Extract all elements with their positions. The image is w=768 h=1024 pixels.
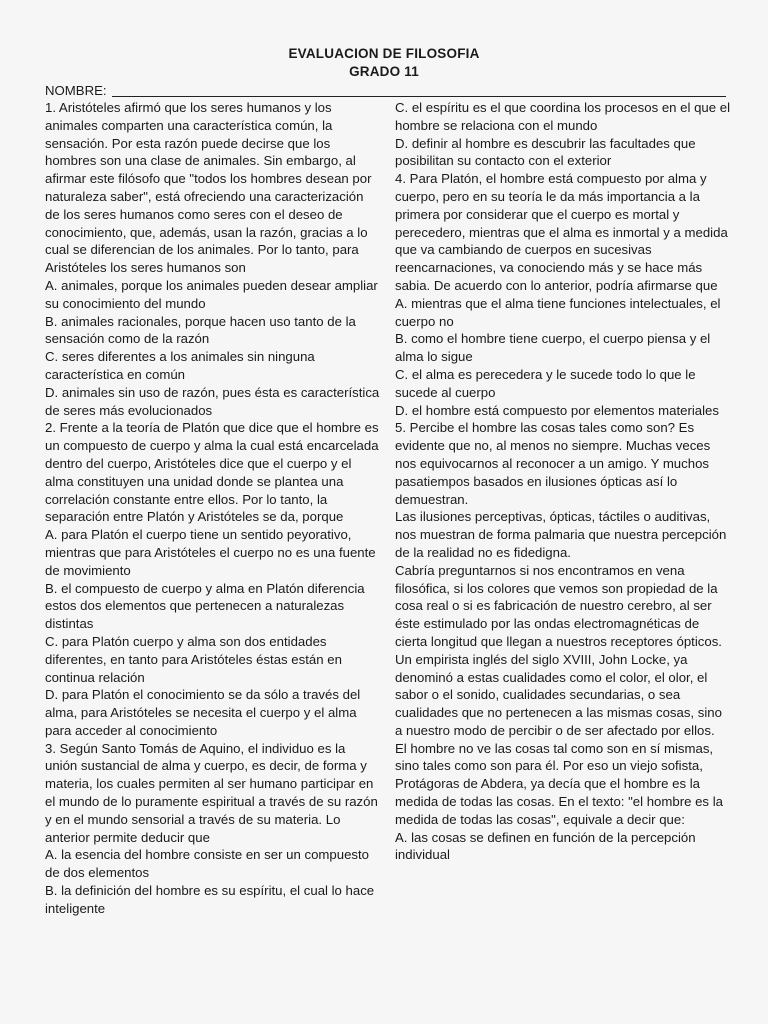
right-column: [395, 99, 730, 864]
paragraph: C. el espíritu es el que coordina los procesos en el que el hombre se relaciona con el mundo: [395, 100, 731, 133]
name-blank-line: [112, 96, 726, 97]
paragraph: B. como el hombre tiene cuerpo, el cuerpo piensa y el alma lo sigue: [395, 331, 711, 365]
paragraph: C. seres diferentes a los animales sin ninguna característica en común: [45, 349, 315, 382]
left-column: [45, 99, 380, 918]
paragraph: 3. Según Santo Tomás de Aquino, el individuo es la unión sustancial de alma y cuerpo, es decir, de forma y materia, los cuales permiten al ser humano participar en el mundo de lo puramente espiritual a través de su razón y en el mundo sensorial a través de su materia. Lo anterior permite deducir que: [45, 740, 378, 845]
paragraph: 2. Frente a la teoría de Platón que dice que el hombre es un compuesto de cuerpo y alma la cual está encarcelada dentro del cuerpo, Aristóteles dice que el cuerpo y el alma constituyen una unidad donde se plantea una correlación constante entre ellos. Por lo tanto, la separación entre Platón y Aristóteles se da, porque: [45, 420, 379, 525]
paragraph: A. la esencia del hombre consiste en ser un compuesto de dos elementos: [45, 847, 370, 881]
paragraph: D. definir al hombre es descubrir las facultades que posibilitan su contacto con el exterior: [395, 135, 696, 169]
paragraph: D. el hombre está compuesto por elementos materiales: [395, 402, 719, 418]
name-label: NOMBRE:: [45, 83, 107, 98]
paragraph: Un empirista inglés del siglo XVIII, John Locke, ya denominó a estas cualidades como el color, el olor, el sabor o el sonido, cualidades secundarias, o sea cualidades que no pertenecen a las mismas cosas, sino a nuestro modo de percibir o de ser afectado por ellos.: [395, 651, 722, 738]
paragraph: 4. Para Platón, el hombre está compuesto por alma y cuerpo, pero en su teoría le da más importancia a la primera por considerar que el cuerpo es mortal y perecedero, mientras que el alma es inmortal y a medida que va cambiando de cuerpos en sucesivas reencarnaciones, va conociendo más y se hace más sabia. De acuerdo con lo anterior, podría afirmarse que: [395, 171, 728, 293]
paragraph: A. para Platón el cuerpo tiene un sentido peyorativo, mientras que para Aristóteles el cuerpo no es una fuente de movimiento: [45, 527, 376, 578]
paragraph: D. animales sin uso de razón, pues ésta es característica de seres más evolucionados: [45, 384, 380, 418]
exam-title: EVALUACION DE FILOSOFIA: [288, 46, 480, 61]
paragraph: C. el alma es perecedera y le sucede todo lo que le sucede al cuerpo: [395, 366, 696, 400]
paragraph: 1. Aristóteles afirmó que los seres humanos y los animales comparten una característica común, la sensación. Por esta razón puede decirse que los hombres son una clase de animales. Sin embargo, al afirmar este filósofo que "todos los hombres desean por naturaleza saber", está ofreciendo una caracterización de los seres humanos como seres con el deseo de conocimiento, que, además, usan la razón, gracias a lo cual se diferencian de los animales. Por lo tanto, para Aristóteles los seres humanos son: [45, 100, 372, 276]
paragraph: A. mientras que el alma tiene funciones intelectuales, el cuerpo no: [395, 295, 721, 329]
paragraph: Cabría preguntarnos si nos encontramos en vena filosófica, si los colores que vemos son propiedad de la cosa real o si es fabricación de nuestro cerebro, al ser éste estimulado por las ondas electromagnéticas de cierta longitud que llegan a nuestros receptores ópticos.: [395, 562, 722, 649]
paragraph: C. para Platón cuerpo y alma son dos entidades diferentes, en tanto para Aristóteles éstas están en continua relación: [45, 633, 342, 685]
paragraph: A. las cosas se definen en función de la percepción individual: [395, 829, 696, 863]
paragraph: D. para Platón el conocimiento se da sólo a través del alma, para Aristóteles se necesita el cuerpo y el alma para acceder al conocimiento: [45, 687, 361, 738]
paragraph: B. el compuesto de cuerpo y alma en Platón diferencia estos dos elementos que pertenecen a naturalezas distintas: [45, 580, 365, 632]
paragraph: El hombre no ve las cosas tal como son en sí mismas, sino tales como son para él. Por eso un viejo sofista, Protágoras de Abdera, ya decía que el hombre es la medida de todas las cosas. En el texto: "el hombre es la medida de todas las cosas", equivale a decir que:: [395, 740, 723, 827]
paragraph: B. animales racionales, porque hacen uso tanto de la sensación como de la razón: [45, 313, 356, 347]
paragraph: 5. Percibe el hombre las cosas tales como son? Es evidente que no, al menos no siempre. Muchas veces nos equivocarnos al reconocer a un amigo. Y muchos pasatiempos basados en ilusiones ópticas así lo demuestran.: [395, 420, 711, 507]
paragraph: Las ilusiones perceptivas, ópticas, táctiles o auditivas, nos muestran de forma palmaria que nuestra percepción de la realidad no es fidedigna.: [395, 509, 727, 560]
paragraph: B. la definición del hombre es su espíritu, el cual lo hace inteligente: [45, 883, 375, 916]
paragraph: A. animales, porque los animales pueden desear ampliar su conocimiento del mundo: [45, 277, 378, 311]
exam-grade: GRADO 11: [349, 64, 419, 79]
